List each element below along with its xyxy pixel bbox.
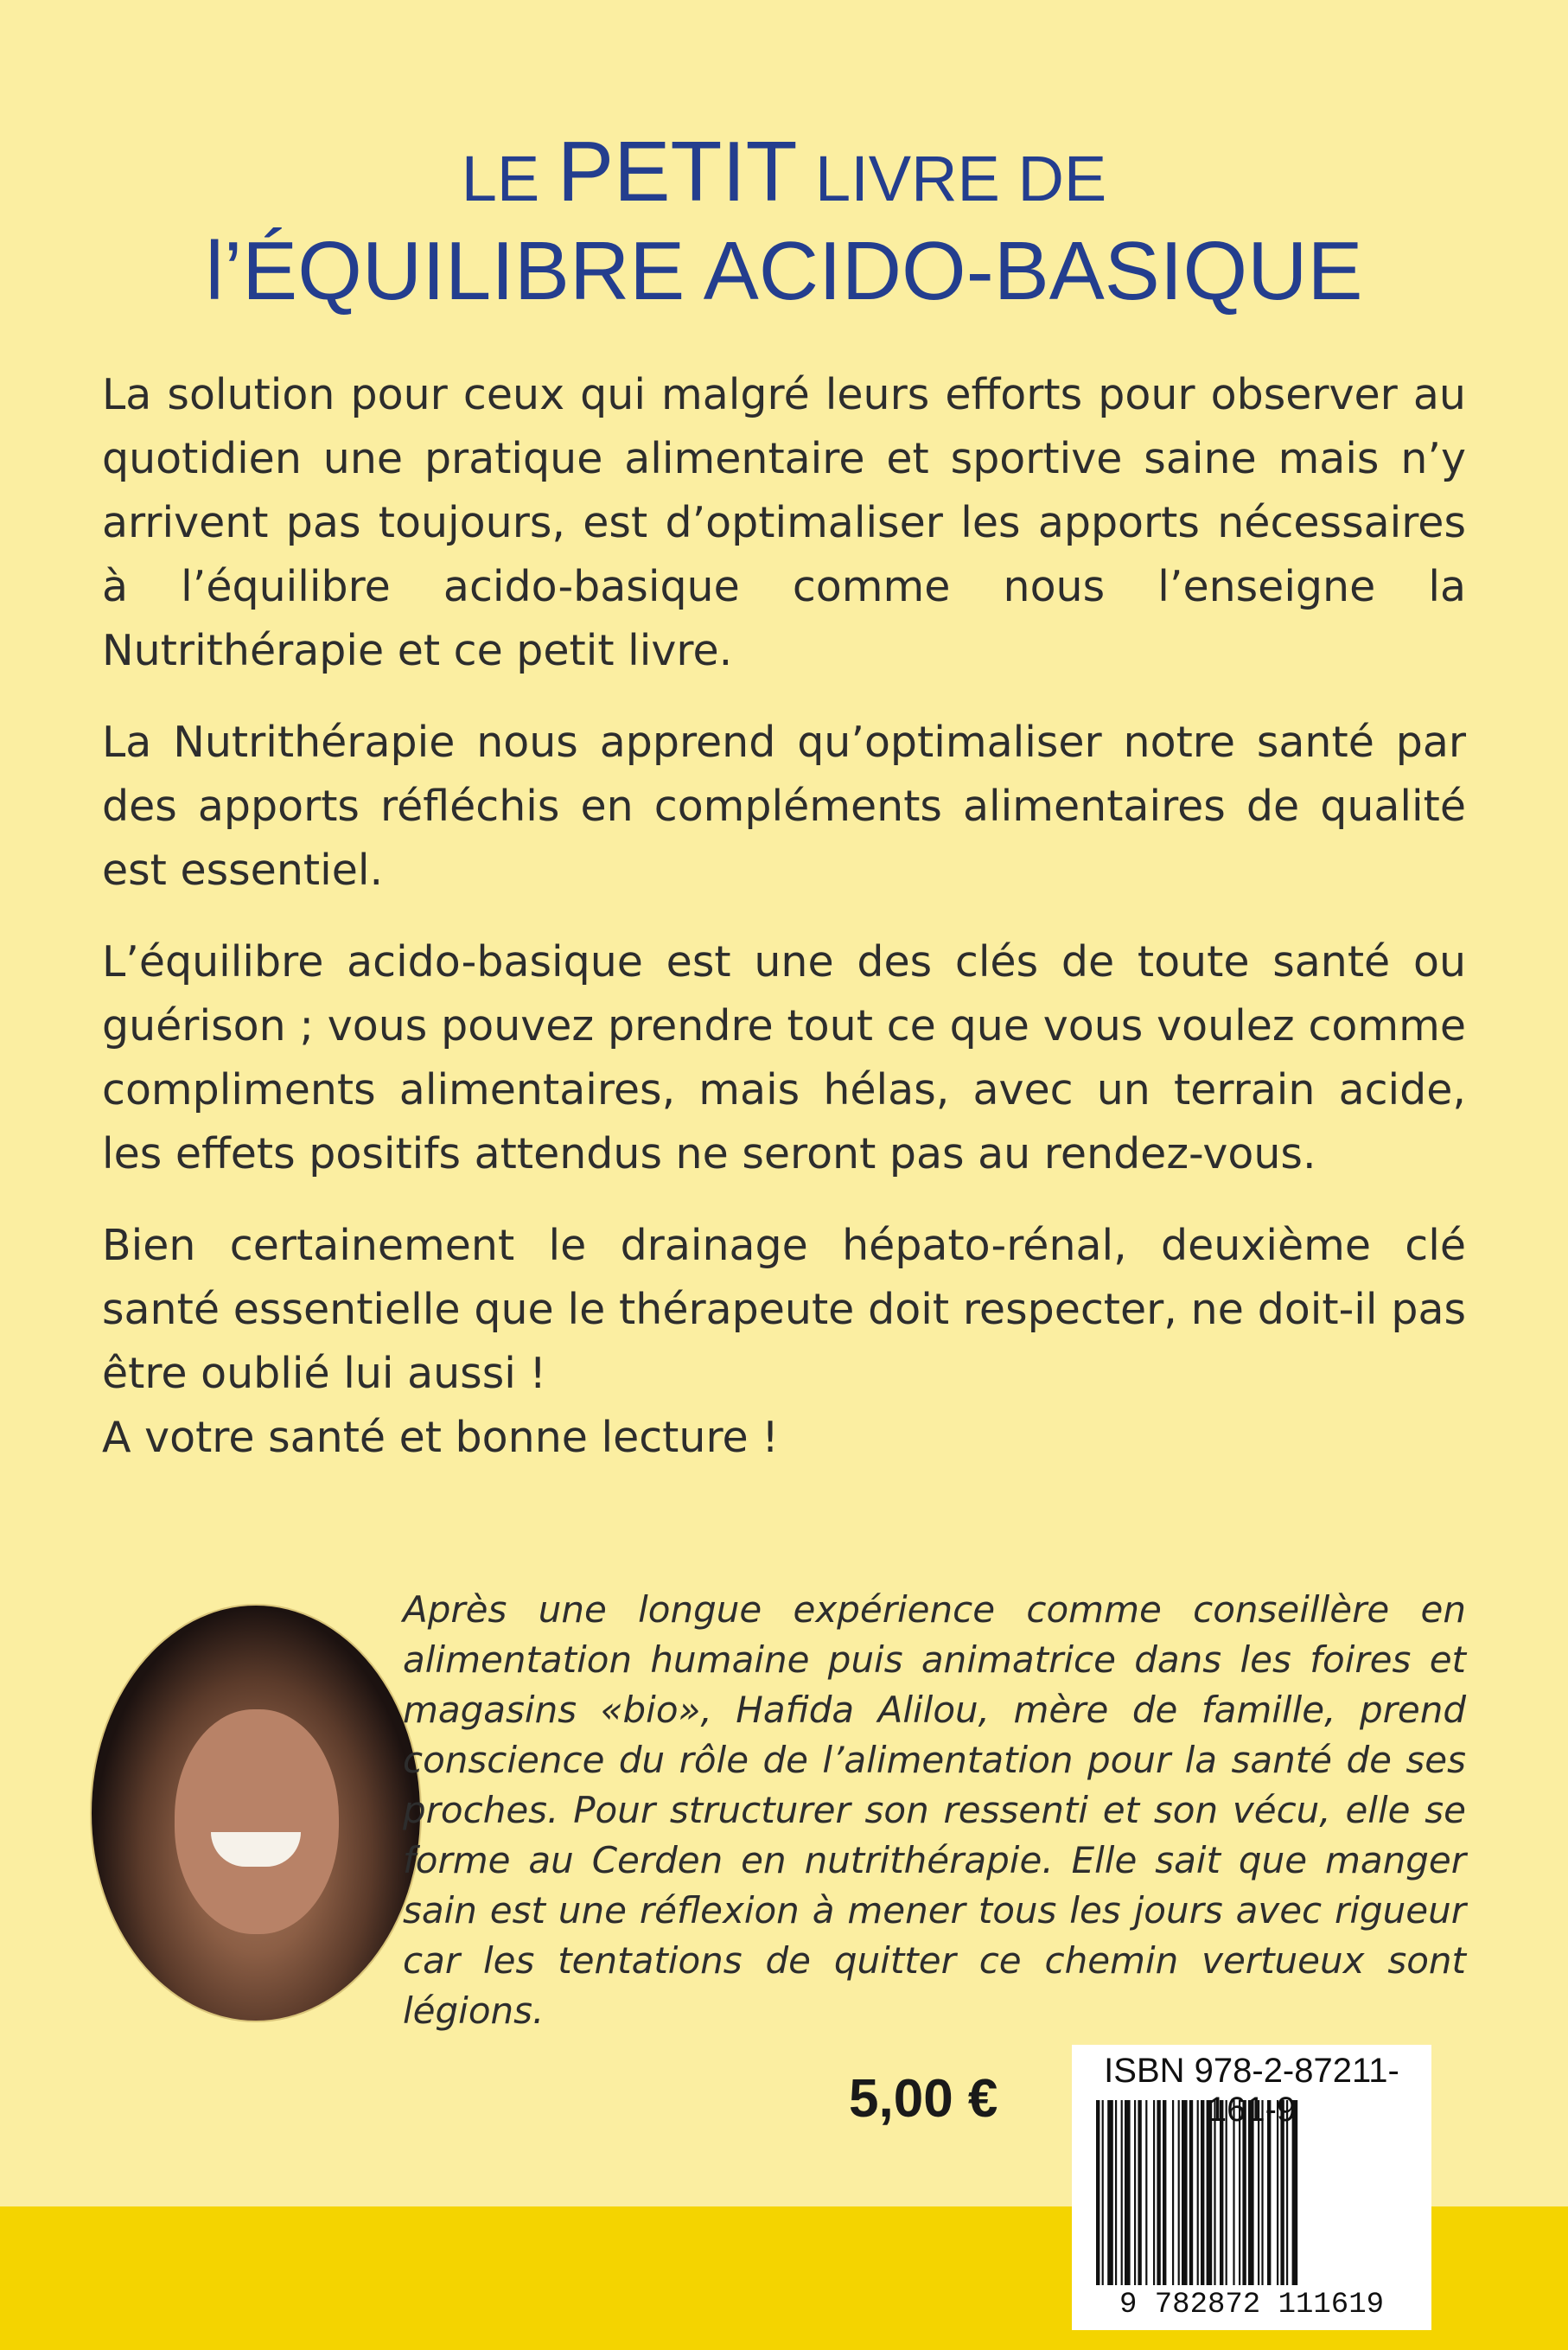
paragraph-1: La solution pour ceux qui malgré leurs efforts pour observer au quotidien une pratique alimentaire et sportive saine mais n’y arrivent pas toujours, est d’optimaliser les apports nécessaires à l’équilibre acido-basique comme nous l’enseigne la Nutrithérapie et ce petit livre. [102,370,1466,675]
title-line-2: l’ÉQUILIBRE ACIDO-BASIQUE [205,225,1363,317]
barcode-bar [1277,2100,1278,2285]
barcode-bar [1172,2100,1174,2285]
barcode-bar [1258,2100,1259,2285]
barcode-bar [1233,2100,1234,2285]
barcode-bar [1242,2100,1246,2285]
barcode-bar [1182,2100,1188,2285]
barcode-bar [1220,2100,1223,2285]
paragraph-3: L’équilibre acido-basique est une des clés de toute santé ou guérison ; vous pouvez prendre tout ce que vous voulez comme compliments alimentaires, mais hélas, avec un terrain acide, les effets positifs attendus ne seront pas au rendez-vous. [102,937,1466,1178]
paragraph-5: A votre santé et bonne lecture ! [102,1413,779,1462]
barcode-bar [1134,2100,1136,2285]
barcode-bar [1189,2100,1193,2285]
barcode-bar [1121,2100,1123,2285]
back-cover-text [102,363,1466,1470]
barcode-icon [1093,2100,1411,2285]
barcode-bar [1197,2100,1199,2285]
barcode-bar [1207,2100,1213,2285]
price: 5,00 € [849,2069,998,2129]
barcode-bar [1201,2100,1204,2285]
barcode-bar [1178,2100,1180,2285]
barcode-bar [1226,2100,1227,2285]
barcode-bar [1248,2100,1254,2285]
barcode-bar [1102,2100,1104,2285]
barcode-bar [1096,2100,1100,2285]
barcode-bar [1239,2100,1240,2285]
barcode-bar [1267,2100,1271,2285]
title-line-1: LE PETIT LIVRE DE [461,124,1107,219]
barcode-bar [1145,2100,1147,2285]
barcode-bar [1280,2100,1284,2285]
barcode-bar [1163,2100,1166,2285]
barcode-bar [1107,2100,1113,2285]
barcode-bar [1125,2100,1131,2285]
author-bio: Après une longue expérience comme conseillère en alimentation humaine puis animatrice dans les foires et magasins «bio», Hafida Alilou, mère de famille, prend conscience du rôle de l’alimentation pour la santé de ses proches. Pour structurer son ressenti et son vécu, elle se forme au Cerden en nutrithérapie. Elle sait que manger sain est une réflexion à mener tous les jours avec rigueur car les tentations de quitter ce chemin vertueux sont légions. [403,1588,1466,2032]
barcode-bar [1115,2100,1117,2285]
barcode-bar [1157,2100,1160,2285]
barcode-bar [1261,2100,1263,2285]
barcode-bar [1138,2100,1141,2285]
author-photo [90,1604,422,2022]
barcode-bar [1214,2100,1215,2285]
barcode-digits: 9 782872 111619 [1119,2289,1385,2321]
isbn-label: ISBN 978-2-87211-161-9 [1104,2052,1399,2129]
book-title [0,124,1568,322]
title-petit: PETIT [557,124,798,219]
barcode-block [1072,2045,1431,2330]
paragraph-4: Bien certainement le drainage hépato-rénal, deuxième clé santé essentielle que le thérapeute doit respecter, ne doit-il pas être oublié lui aussi ! [102,1221,1466,1398]
paragraph-2: La Nutrithérapie nous apprend qu’optimaliser notre santé par des apports réfléchis en compléments alimentaires de qualité est essentiel. [102,718,1466,895]
barcode-bar [1292,2100,1298,2285]
barcode-bar [1286,2100,1288,2285]
barcode-bar [1153,2100,1155,2285]
